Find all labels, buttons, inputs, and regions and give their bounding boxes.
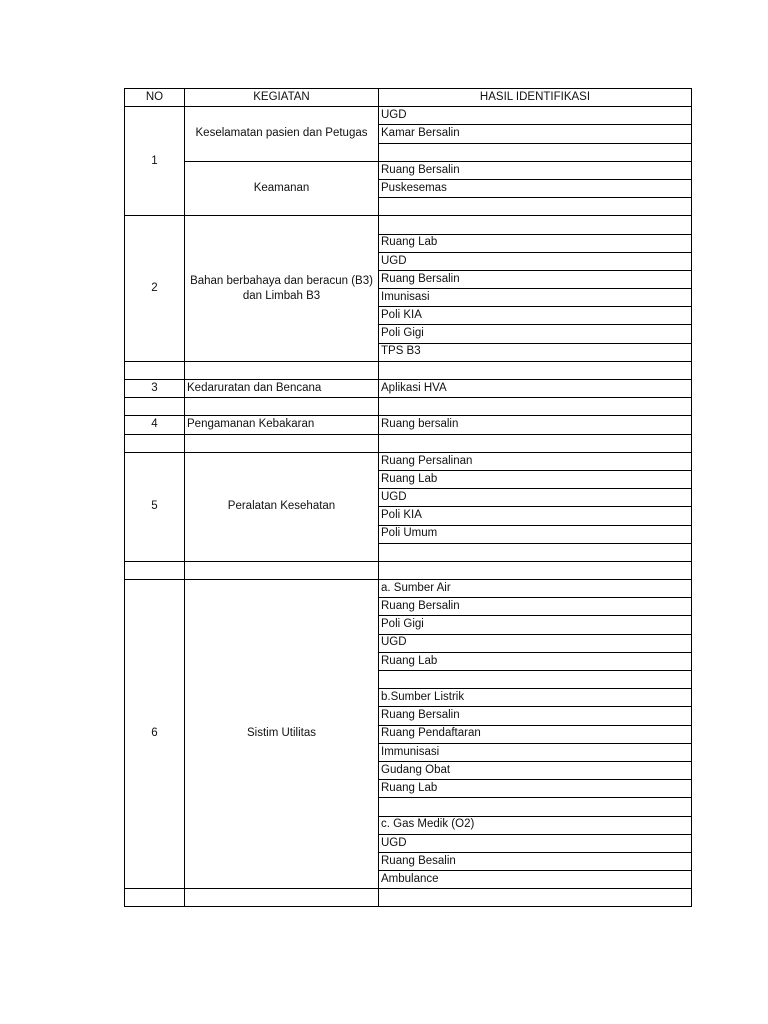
kegiatan-cell: Keselamatan pasien dan Petugas xyxy=(185,107,379,162)
hasil-cell: Ruang Lab xyxy=(379,234,692,252)
header-kegiatan: KEGIATAN xyxy=(185,89,379,107)
hasil-cell xyxy=(379,671,692,689)
hasil-cell: Ambulance xyxy=(379,871,692,889)
hasil-cell: Imunisasi xyxy=(379,289,692,307)
hasil-cell: Ruang Lab xyxy=(379,780,692,798)
table-row xyxy=(125,107,692,125)
kegiatan-cell: Pengamanan Kebakaran xyxy=(185,416,379,434)
hasil-cell: Ruang Lab xyxy=(379,470,692,488)
hasil-cell: b.Sumber Listrik xyxy=(379,689,692,707)
header-no: NO xyxy=(125,89,185,107)
hasil-cell: Ruang Bersalin xyxy=(379,707,692,725)
row-number: 6 xyxy=(125,580,185,889)
hasil-cell xyxy=(379,198,692,216)
hasil-cell xyxy=(379,216,692,234)
table-row xyxy=(125,452,692,470)
kegiatan-cell: Bahan berbahaya dan beracun (B3) dan Limbah B3 xyxy=(185,216,379,362)
hasil-cell: Ruang Bersalin xyxy=(379,270,692,288)
hasil-cell: UGD xyxy=(379,634,692,652)
hasil-cell: Ruang Bersalin xyxy=(379,161,692,179)
hasil-cell: Poli Gigi xyxy=(379,325,692,343)
hasil-cell xyxy=(379,143,692,161)
hasil-cell: UGD xyxy=(379,834,692,852)
empty-row xyxy=(125,889,692,907)
header-hasil: HASIL IDENTIFIKASI xyxy=(379,89,692,107)
hasil-cell: Ruang Lab xyxy=(379,652,692,670)
kegiatan-cell: Peralatan Kesehatan xyxy=(185,452,379,561)
hasil-cell: Poli Umum xyxy=(379,525,692,543)
empty-row xyxy=(125,561,692,579)
kegiatan-cell: Keamanan xyxy=(185,161,379,216)
hasil-cell: Gudang Obat xyxy=(379,761,692,779)
hasil-cell: Ruang Besalin xyxy=(379,852,692,870)
hasil-cell: Puskesemas xyxy=(379,179,692,197)
hasil-cell: Ruang Bersalin xyxy=(379,598,692,616)
hasil-cell: a. Sumber Air xyxy=(379,580,692,598)
hasil-cell: UGD xyxy=(379,489,692,507)
row-number: 2 xyxy=(125,216,185,362)
table-row xyxy=(125,161,692,179)
table-row xyxy=(125,416,692,434)
kegiatan-cell: Kedaruratan dan Bencana xyxy=(185,380,379,398)
hasil-cell: Ruang Persalinan xyxy=(379,452,692,470)
row-number: 3 xyxy=(125,380,185,398)
table-row xyxy=(125,216,692,234)
hasil-cell: Immunisasi xyxy=(379,743,692,761)
table-row xyxy=(125,380,692,398)
hasil-cell xyxy=(379,798,692,816)
kegiatan-cell: Sistim Utilitas xyxy=(185,580,379,889)
hasil-cell: Ruang bersalin xyxy=(379,416,692,434)
row-number: 1 xyxy=(125,107,185,216)
empty-row xyxy=(125,398,692,416)
empty-row xyxy=(125,434,692,452)
hasil-cell: Poli KIA xyxy=(379,507,692,525)
hasil-cell xyxy=(379,543,692,561)
hasil-cell: UGD xyxy=(379,252,692,270)
hasil-cell: Poli KIA xyxy=(379,307,692,325)
hasil-cell: Poli Gigi xyxy=(379,616,692,634)
identification-table xyxy=(124,88,692,907)
table-row xyxy=(125,580,692,598)
hasil-cell: Kamar Bersalin xyxy=(379,125,692,143)
row-number: 4 xyxy=(125,416,185,434)
hasil-cell: TPS B3 xyxy=(379,343,692,361)
hasil-cell: c. Gas Medik (O2) xyxy=(379,816,692,834)
empty-row xyxy=(125,361,692,379)
hasil-cell: UGD xyxy=(379,107,692,125)
header-row xyxy=(125,89,692,107)
hasil-cell: Aplikasi HVA xyxy=(379,380,692,398)
row-number: 5 xyxy=(125,452,185,561)
hasil-cell: Ruang Pendaftaran xyxy=(379,725,692,743)
